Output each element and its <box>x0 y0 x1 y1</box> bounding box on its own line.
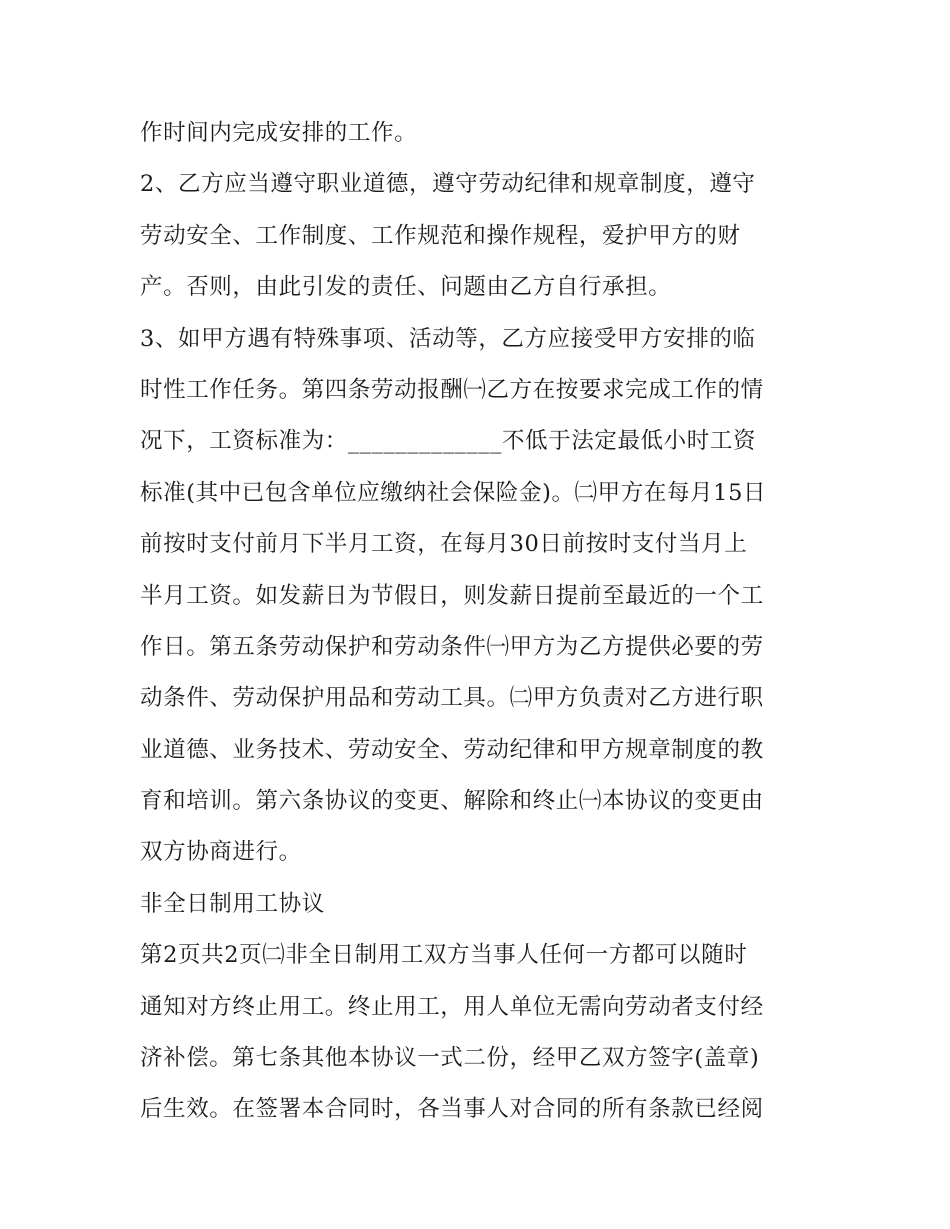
text-line: 济补偿。第七条其他本协议一式二份，经甲乙双方签字(盖章) <box>140 1045 760 1072</box>
text-line: 动条件、劳动保护用品和劳动工具。㈡甲方负责对乙方进行职 <box>140 685 764 712</box>
text-line: 3、如甲方遇有特殊事项、活动等，乙方应接受甲方安排的临 <box>140 325 756 352</box>
text-line: 育和培训。第六条协议的变更、解除和终止㈠本协议的变更由 <box>140 788 764 815</box>
text-line: 劳动安全、工作制度、工作规范和操作规程，爱护甲方的财 <box>140 222 741 249</box>
section-title: 非全日制用工协议 <box>140 890 325 917</box>
text-line: 作日。第五条劳动保护和劳动条件㈠甲方为乙方提供必要的劳 <box>140 633 764 660</box>
text-line: 业道德、业务技术、劳动安全、劳动纪律和甲方规章制度的教 <box>140 736 764 763</box>
text-line: 时性工作任务。第四条劳动报酬㈠乙方在按要求完成工作的情 <box>140 376 764 403</box>
text-line: 双方协商进行。 <box>140 839 302 866</box>
text-line: 产。否则，由此引发的责任、问题由乙方自行承担。 <box>140 274 672 301</box>
text-line: 半月工资。如发薪日为节假日，则发薪日提前至最近的一个工 <box>140 582 764 609</box>
text-line: 通知对方终止用工。终止用工，用人单位无需向劳动者支付经 <box>140 993 764 1020</box>
text-line: 标准(其中已包含单位应缴纳社会保险金)。㈡甲方在每月15日 <box>140 479 767 506</box>
text-line: 后生效。在签署本合同时，各当事人对合同的所有条款已经阅 <box>140 1096 764 1123</box>
document-body <box>140 108 820 1136</box>
text-line: 第2页共2页㈡非全日制用工双方当事人任何一方都可以随时 <box>140 942 748 969</box>
text-line: 作时间内完成安排的工作。 <box>140 120 418 146</box>
text-line: 前按时支付前月下半月工资，在每月30日前按时支付当月上 <box>140 531 748 558</box>
text-line: 况下，工资标准为：_____________不低于法定最低小时工资 <box>140 428 757 455</box>
text-line: 2、乙方应当遵守职业道德，遵守劳动纪律和规章制度，遵守 <box>140 171 756 198</box>
